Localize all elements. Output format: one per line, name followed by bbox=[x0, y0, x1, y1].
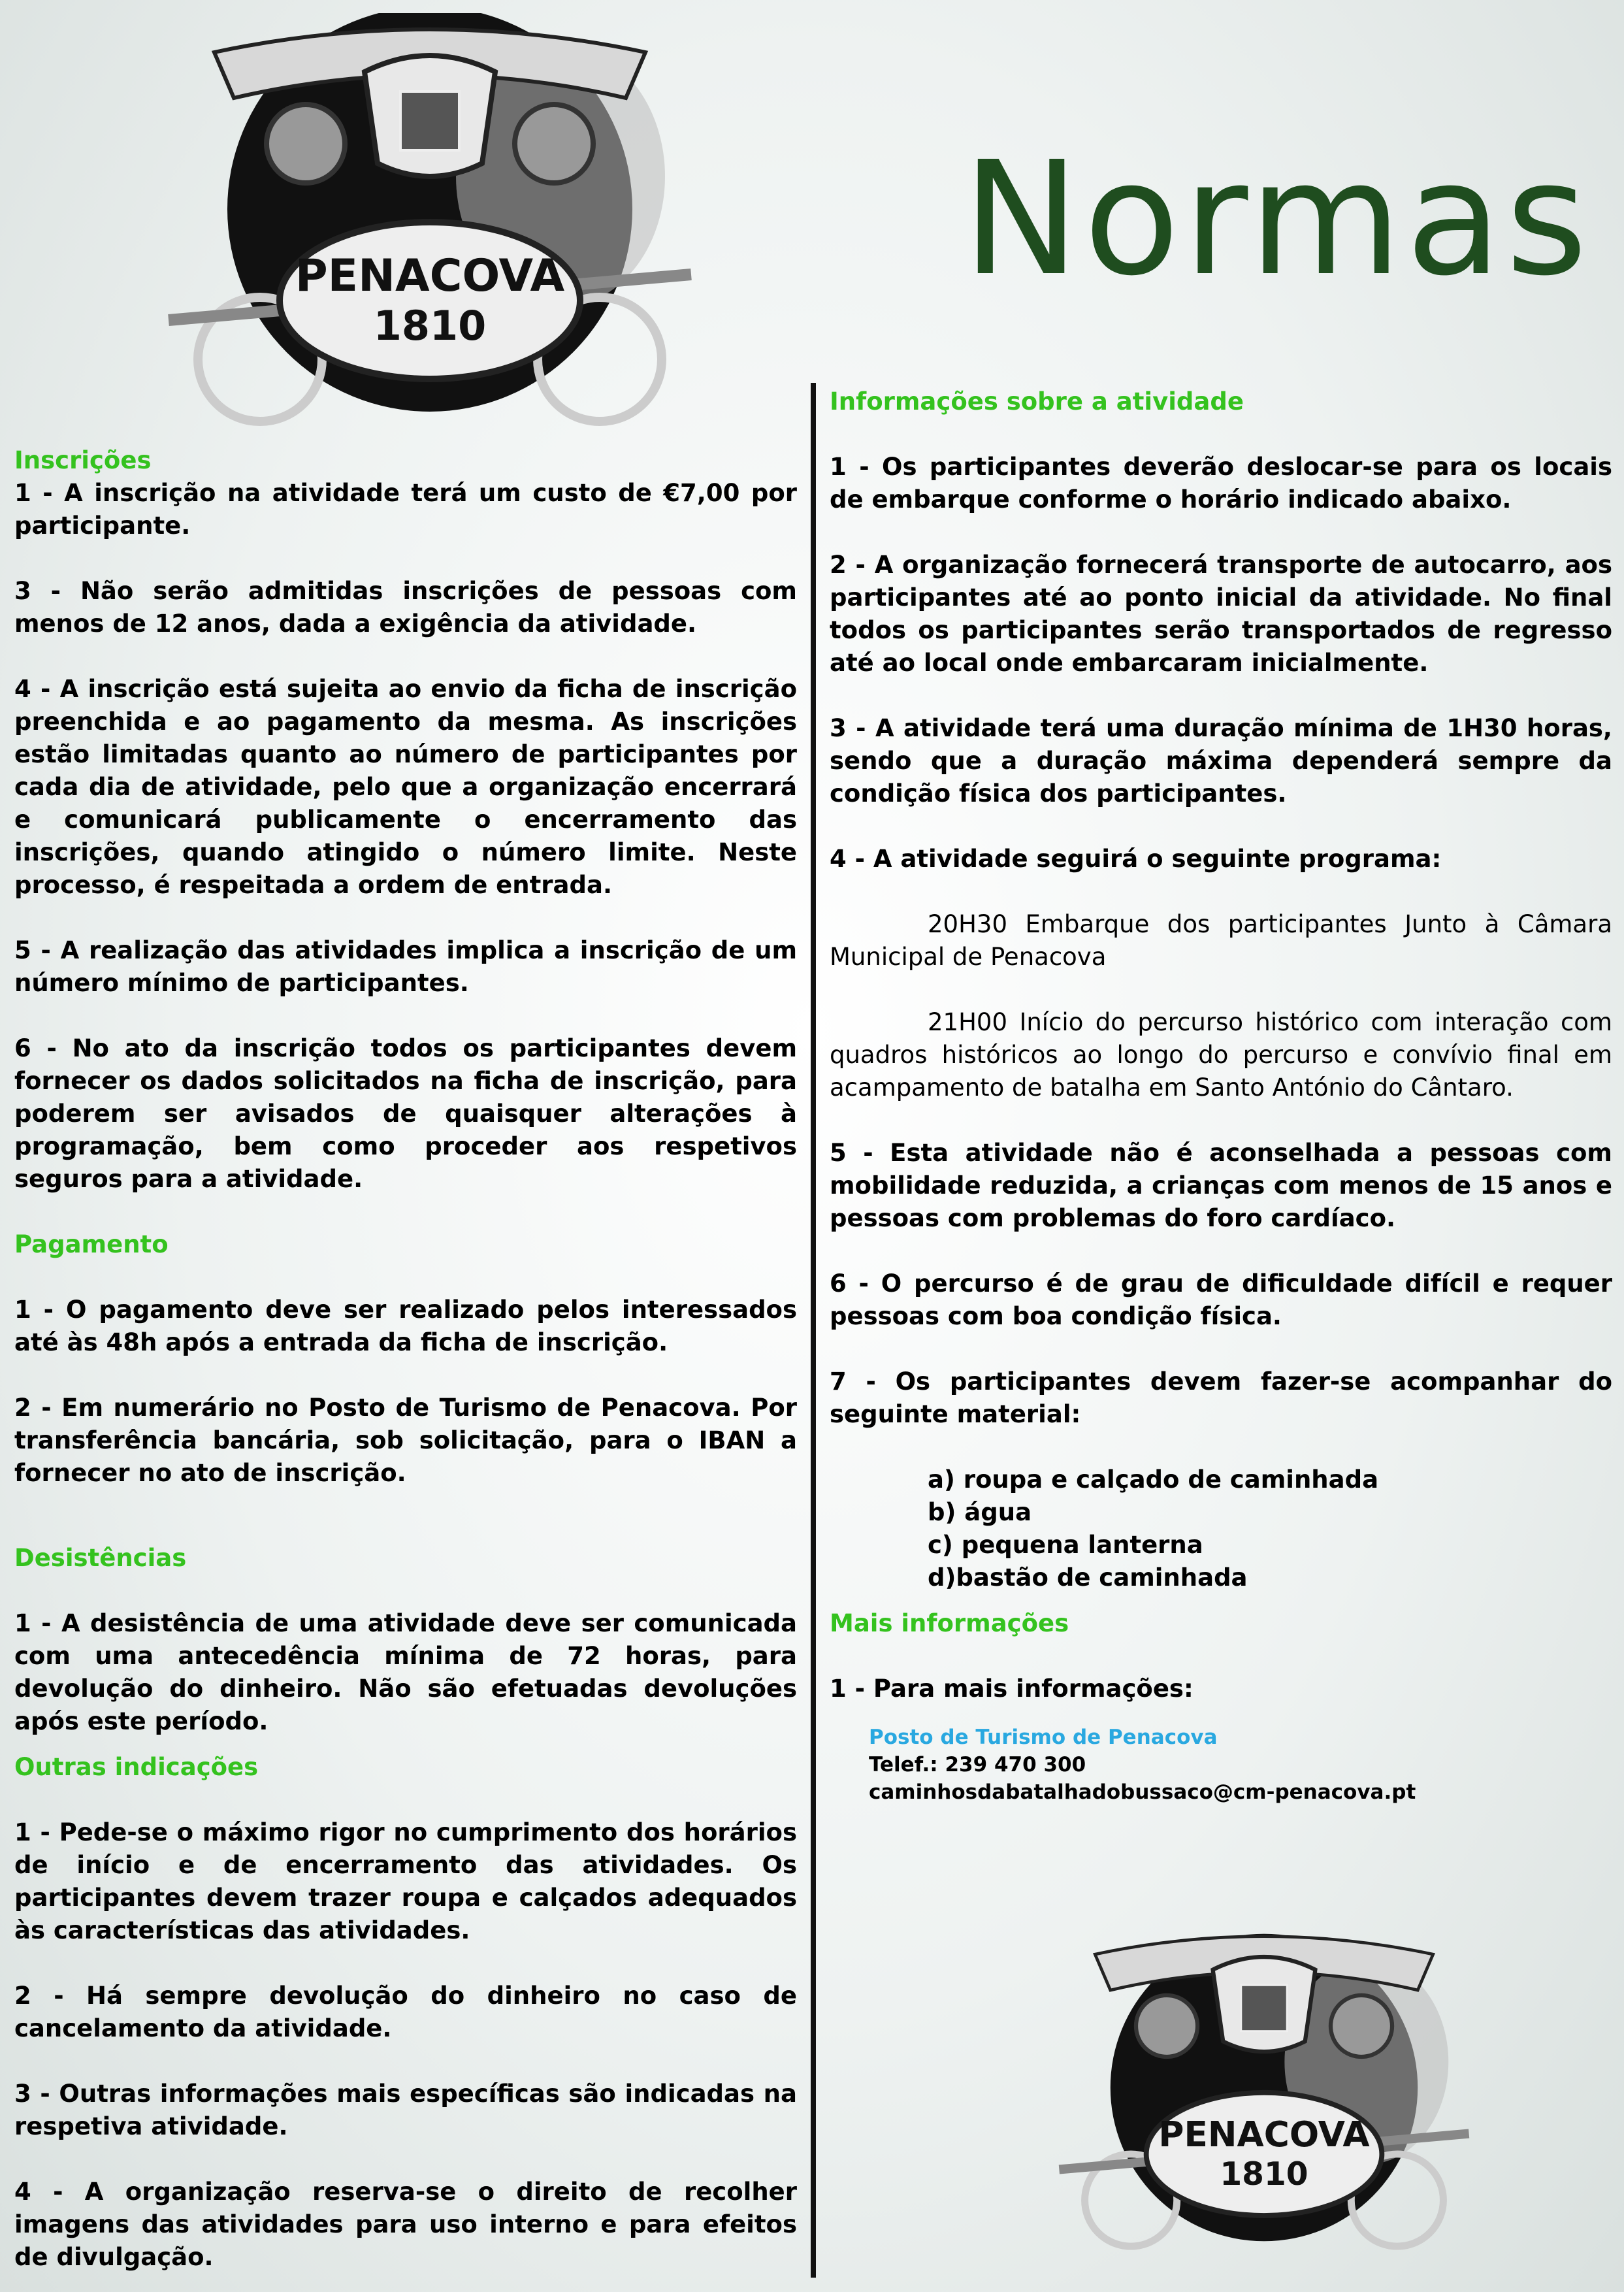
right-column bbox=[830, 385, 1612, 1806]
contact-name: Posto de Turismo de Penacova bbox=[869, 1726, 1218, 1749]
desistencias-item: 1 - A desistência de uma atividade deve ser comunicada com uma antecedência mínima de 72 horas, para devolução do dinheiro. Não são efetuadas devoluções após este período. bbox=[14, 1609, 797, 1735]
mais-item: 1 - Para mais informações: bbox=[830, 1675, 1194, 1703]
info-item: 1 - Os participantes deverão deslocar-se para os locais de embarque conforme o horário indicado abaixo. bbox=[830, 453, 1612, 514]
pagamento-item: 1 - O pagamento deve ser realizado pelos interessados até às 48h após a entrada da ficha de inscrição. bbox=[14, 1296, 797, 1356]
logo-name: PENACOVA bbox=[1158, 2114, 1370, 2155]
logo-year: 1810 bbox=[373, 302, 487, 350]
inscricoes-item: 1 - A inscrição na atividade terá um custo de €7,00 por participante. bbox=[14, 479, 797, 540]
outras-item: 3 - Outras informações mais específicas são indicadas na respetiva atividade. bbox=[14, 2080, 797, 2140]
contact-block bbox=[830, 1724, 1612, 1806]
program-item: 21H00 Início do percurso histórico com interação com quadros históricos ao longo do percurso e convívio final em acampamento de batalha em Santo António do Cântaro. bbox=[830, 1008, 1612, 1102]
pagamento-item: 2 - Em numerário no Posto de Turismo de Penacova. Por transferência bancária, sob solicitação, para o IBAN a fornecer no ato de inscrição. bbox=[14, 1394, 797, 1487]
inscricoes-item: 3 - Não serão admitidas inscrições de pessoas com menos de 12 anos, dada a exigência da atividade. bbox=[14, 577, 797, 638]
penacova-1810-logo-bottom bbox=[1039, 1905, 1489, 2270]
info-item: 7 - Os participantes devem fazer-se acompanhar do seguinte material: bbox=[830, 1367, 1612, 1428]
penacova-1810-logo bbox=[142, 13, 717, 431]
material-item: b) água bbox=[928, 1498, 1032, 1526]
heading-outras-indicacoes: Outras indicações bbox=[14, 1753, 259, 1781]
contact-phone: Telef.: 239 470 300 bbox=[869, 1753, 1086, 1776]
material-item: d)bastão de caminhada bbox=[928, 1563, 1248, 1592]
heading-mais-informacoes: Mais informações bbox=[830, 1609, 1069, 1637]
heading-pagamento: Pagamento bbox=[14, 1230, 169, 1258]
info-item: 3 - A atividade terá uma duração mínima de 1H30 horas, sendo que a duração máxima dependerá sempre da condição física dos participantes. bbox=[830, 714, 1612, 808]
material-item: a) roupa e calçado de caminhada bbox=[928, 1465, 1379, 1494]
material-item: c) pequena lanterna bbox=[928, 1531, 1203, 1559]
info-item: 5 - Esta atividade não é aconselhada a pessoas com mobilidade reduzida, a crianças com menos de 15 anos e pessoas com problemas do foro cardíaco. bbox=[830, 1139, 1612, 1232]
page-title: Normas bbox=[962, 127, 1591, 310]
logo-year: 1810 bbox=[1220, 2155, 1308, 2193]
info-item: 2 - A organização fornecerá transporte de autocarro, aos participantes até ao ponto inicial da atividade. No final todos os participantes serão transportados de regresso até ao local onde embarcaram inicialmente. bbox=[830, 551, 1612, 677]
inscricoes-item: 6 - No ato da inscrição todos os participantes devem fornecer os dados solicitados na ficha de inscrição, para poderem ser avisados de quaisquer alterações à programação, bem como proceder aos respetivos seguros para a atividade. bbox=[14, 1034, 797, 1193]
heading-desistencias: Desistências bbox=[14, 1544, 187, 1572]
inscricoes-item: 4 - A inscrição está sujeita ao envio da ficha de inscrição preenchida e ao pagamento da mesma. As inscrições estão limitadas quanto ao número de participantes por cada dia de atividade, pelo que a organização encerrará e comunicará publicamente o encerramento das inscrições, quando atingido o número limite. Neste processo, é respeitada a ordem de entrada. bbox=[14, 675, 797, 899]
contact-email[interactable]: caminhosdabatalhadobussaco@cm-penacova.pt bbox=[869, 1780, 1416, 1804]
left-column bbox=[14, 444, 797, 2274]
info-item: 6 - O percurso é de grau de dificuldade difícil e requer pessoas com boa condição física. bbox=[830, 1269, 1612, 1330]
program-item: 20H30 Embarque dos participantes Junto à Câmara Municipal de Penacova bbox=[830, 910, 1612, 971]
heading-inscricoes: Inscrições bbox=[14, 446, 152, 474]
outras-item: 4 - A organização reserva-se o direito de recolher imagens das atividades para uso interno e para efeitos de divulgação. bbox=[14, 2178, 797, 2271]
inscricoes-item: 5 - A realização das atividades implica a inscrição de um número mínimo de participantes. bbox=[14, 936, 797, 997]
heading-informacoes: Informações sobre a atividade bbox=[830, 387, 1244, 416]
column-divider bbox=[811, 383, 816, 2278]
outras-item: 2 - Há sempre devolução do dinheiro no caso de cancelamento da atividade. bbox=[14, 1982, 797, 2042]
info-item: 4 - A atividade seguirá o seguinte programa: bbox=[830, 845, 1442, 873]
logo-name: PENACOVA bbox=[295, 250, 565, 302]
outras-item: 1 - Pede-se o máximo rigor no cumprimento dos horários de início e de encerramento das atividades. Os participantes devem trazer roupa e calçados adequados às características das atividades. bbox=[14, 1818, 797, 1944]
